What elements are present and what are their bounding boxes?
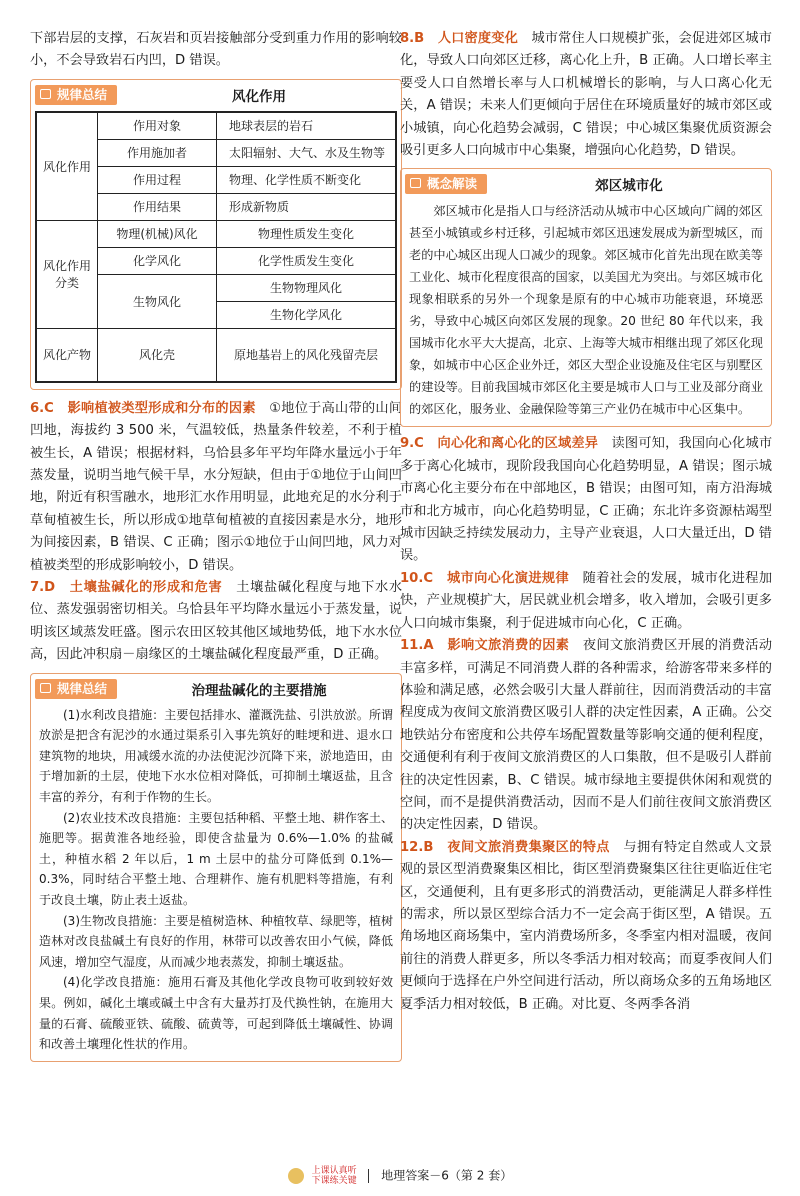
table-cell: 太阳辐射、大气、水及生物等 [217, 139, 396, 166]
table-cell: 地球表层的岩石 [217, 112, 396, 139]
publisher-logo-icon [288, 1168, 304, 1184]
table-group-cell: 风化产物 [37, 328, 98, 381]
table-cell: 风化壳 [98, 328, 217, 381]
concept-tag: 概念解读 [405, 174, 487, 194]
table-cell: 作用施加者 [98, 139, 217, 166]
answer-6-head: 6.C 影响植被类型形成和分布的因素 [30, 400, 256, 416]
answer-12-head: 12.B 夜间文旅消费集聚区的特点 [400, 839, 610, 855]
suburbanization-title: 郊区城市化 [595, 178, 663, 195]
suburbanization-text: 郊区城市化是指人口与经济活动从城市中心区域向广阔的郊区甚至小城镇或乡村迁移，引起城市郊区迅速发展成为新型城区，而老的中心城区出现人口减少的现象。郊区城市化首先出现在欧美等工业化、城市化程度很高的国家，以美国尤为突出。与郊区城市化现象相联系的另外一个现象是原有的中心城市功能衰退，环境恶劣，导致中心城区向郊区发展的现象。20 世纪 80 年代以来，我国城市化水平大大提高，北京、上海等大城市相继出现了郊区化现象，如城市中心区企业外迁，郊区大型企业设施及住宅区与别墅区的建设等。目前我国城市郊区化主要是城市人口与工业及部分商业的郊区化，服务业、金融保险等第三产业仍在城市中心区集中。 [409, 204, 763, 417]
rule-summary-tag: 规律总结 [35, 85, 117, 105]
table-group-cell: 风化作用 [37, 112, 98, 220]
page-label: 地理答案－6（第 2 套） [381, 1168, 513, 1183]
weathering-title: 风化作用 [232, 88, 286, 105]
rule-summary-tag: 规律总结 [35, 679, 117, 699]
intro-text: 下部岩层的支撑，石灰岩和页岩接触部分受到重力作用的影响较小，不会导致岩石内凹，D 错误。 [30, 31, 402, 69]
answer-11-head: 11.A 影响文旅消费的因素 [400, 638, 570, 654]
answer-10-head: 10.C 城市向心化演进规律 [400, 570, 570, 586]
table-cell: 原地基岩上的风化残留壳层 [217, 328, 396, 381]
table-cell: 物理(机械)风化 [98, 220, 217, 247]
table-cell: 作用对象 [98, 112, 217, 139]
answer-10: 10.C 城市向心化演进规律 随着社会的发展，城市化进程加快，产业规模扩大，居民就业机会增多，收入增加，会吸引更多人口向城市集聚，利于促进城市向心化，C 正确。 [400, 570, 773, 631]
answer-9: 9.C 向心化和离心化的区域差异 读图可知，我国向心化城市多于离心化城市，现阶段我国向心化趋势明显，A 错误；图示城市离心化主要分布在中部地区，B 错误；由图可知，南方沿海城市和北方城市，向心化趋势明显，C 正确；东北许多资源枯竭型城市因缺乏持续发展动力，主导产业衰退，人口大量迁出，D 错误。 [400, 436, 773, 564]
answer-7: 7.D 土壤盐碱化的形成和危害 土壤盐碱化程度与地下水水位、蒸发强弱密切相关。乌恰县年平均降水量远小于蒸发量，说明该区域蒸发旺盛。图示农田区较其他区域地势低，地下水水位高，因此冲积扇－扇缘区的土壤盐碱化程度最严重，D 正确。 [30, 580, 403, 663]
table-cell: 作用结果 [98, 193, 217, 220]
answer-6: 6.C 影响植被类型形成和分布的因素 ①地位于高山带的山间凹地，海拔约 3 500 米，气温较低，热量条件较差，不利于植被生长，A 错误；根据材料，乌恰县多年平均年降水量远小于年蒸发量，说明当地气候干旱，水分短缺，但由于①地位于山间凹地，附近有积雪融水，地形汇水作用明显，此地充足的水分利于草甸植被生长，所以形成①地草甸植被的直接因素是水分，地形为间接因素，B 错误、C 正确；图示①地位于山间凹地，风力对植被类型的形成影响较小，D 错误。 [30, 400, 403, 573]
answer-9-head: 9.C 向心化和离心化的区域差异 [400, 436, 599, 452]
table-cell: 生物化学风化 [217, 301, 396, 328]
weathering-summary-box [30, 79, 402, 390]
answer-11: 11.A 影响文旅消费的因素 夜间文旅消费区开展的消费活动丰富多样，可满足不同消费人群的各种需求，给游客带来多样的体验和满足感，必然会吸引大量人群前往，因而消费活动的丰富程度成为夜间文旅消费区吸引人群的决定性因素，A 正确。公交地铁站分布密度和公共停车场配置数量等影响交通的便利程度，交通便利有利于夜间文旅消费区的人口集散，但不是吸引人群前往的决定性因素，B、C 错误。城市绿地主要提供休闲和观赏的空间，而不是提供消费活动，因而不是人们前往夜间文旅消费区的决定性因素，D 错误。 [400, 638, 773, 833]
page-footer [0, 1166, 800, 1186]
measure-2: (2)农业技术改良措施：主要包括种稻、平整土地、耕作客土、施肥等。据黄淮各地经验，即使含盐量为 0.6%—1.0% 的盐碱土，种植水稻 2 年以后，1 m 土层中的盐分可降低到 0.1%—0.3%，同时结合平整土地、合理耕作、施有机肥料等措施，有利于改良土壤，防止表土返盐。 [39, 810, 393, 908]
table-cell: 生物物理风化 [217, 274, 396, 301]
measure-4: (4)化学改良措施：施用石膏及其他化学改良物可收到较好效果。例如，碱化土壤或碱土中含有大量苏打及代换性钠，在施用大量的石膏、硫酸亚铁、硫酸、硫黄等，可起到降低土壤碱性、协调和改善土壤理化性状的作用。 [39, 975, 393, 1052]
table-cell: 物理性质发生变化 [217, 220, 396, 247]
table-cell: 生物风化 [98, 274, 217, 328]
table-group-cell: 风化作用分类 [37, 220, 98, 328]
measure-3: (3)生物改良措施：主要是植树造林、种植牧草、绿肥等，植树造林对改良盐碱土有良好的作用，林带可以改善农田小气候，降低风速，增加空气湿度，从而减少地表蒸发，抑制土壤返盐。 [39, 913, 393, 969]
answer-8-head: 8.B 人口密度变化 [400, 31, 519, 46]
table-cell: 作用过程 [98, 166, 217, 193]
footer-divider [368, 1169, 369, 1183]
table-cell: 化学风化 [98, 247, 217, 274]
answer-8: 8.B 人口密度变化 城市常住人口规模扩张，会促进郊区城市化，导致人口向郊区迁移，离心化上升，B 正确。人口增长率主要受人口自然增长率与人口机械增长的影响，与人口离心化无关，A 错误；未来人们更倾向于居住在环境质量好的城市郊区或小城镇，向心化趋势会减弱，C 错误；中心城区集聚优质资源会吸引更多人口向城市中心集聚，增强向心化趋势，D 错误。 [400, 31, 772, 159]
saline-measures-title: 治理盐碱化的主要措施 [191, 682, 327, 699]
suburbanization-box [400, 168, 772, 427]
measure-1: (1)水利改良措施：主要包括排水、灌溉洗盐、引洪放淤。所谓放淤是把含有泥沙的水通过渠系引入事先筑好的畦埂和进、退水口建筑物的地块，用减缓水流的办法使泥沙沉降下来，淤地造田，由于增加新的土层，使地下水水位相对降低，可抑制土壤返盐，且含丰富的养分，有利于作物的生长。 [39, 707, 393, 805]
table-cell: 形成新物质 [217, 193, 396, 220]
right-column [400, 28, 772, 1016]
left-column [30, 28, 402, 1062]
table-cell: 物理、化学性质不断变化 [217, 166, 396, 193]
table-cell: 化学性质发生变化 [217, 247, 396, 274]
answer-7-head: 7.D 土壤盐碱化的形成和危害 [30, 580, 223, 596]
answer-12: 12.B 夜间文旅消费集聚区的特点 与拥有特定自然或人文景观的景区型消费聚集区相比，街区型消费聚集区往往更临近住宅区，交通便利，且有更多形式的消费活动，更能满足人群多样性的需求，所以景区型综合活力不一定会高于街区型，A 错误。五角场地区商场集中，室内消费场所多，冬季室内相对温暖，夜间前往的消费人群更多，所以冬季活力相对较高；而夏季夜间人们更倾向于选择在户外空间进行活动，所以商场众多的五角场地区夏季活力相对较低，B 正确。对比夏、冬两季各消 [400, 839, 773, 1012]
saline-measures-box [30, 673, 402, 1062]
footer-slogan: 上课认真听 下课练关键 [311, 1166, 357, 1186]
weathering-table [36, 112, 396, 382]
